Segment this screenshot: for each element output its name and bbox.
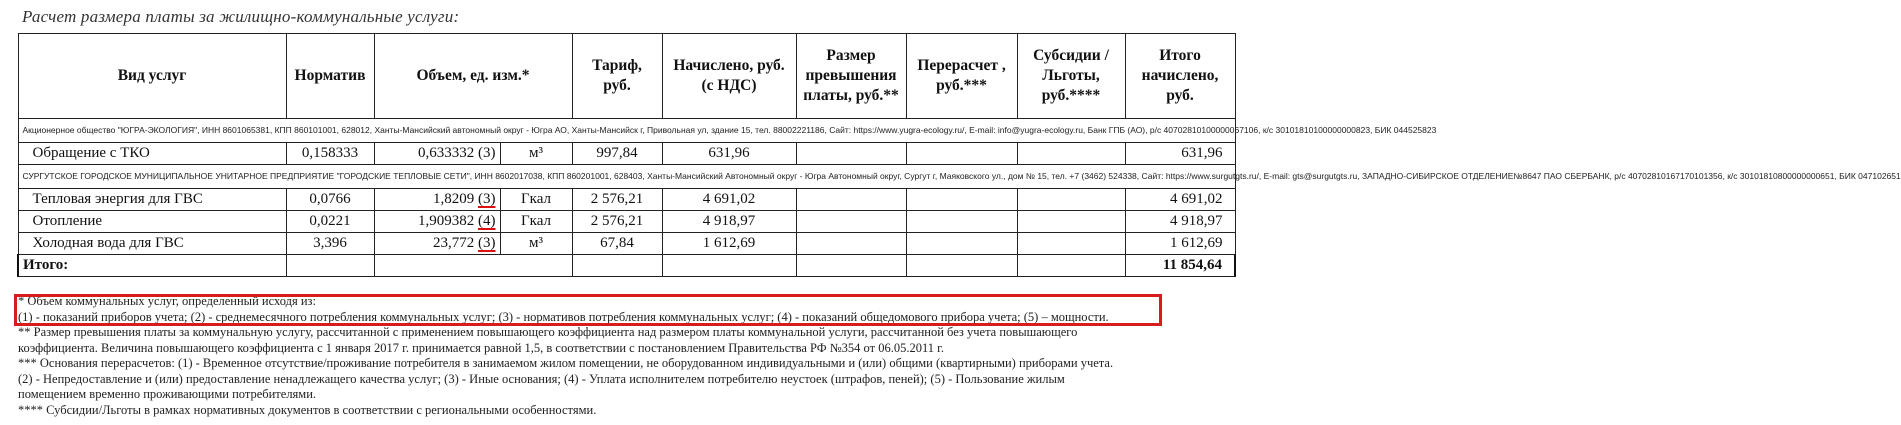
header-total: Итого начислено, руб.: [1125, 34, 1235, 119]
subsidy-value: [1017, 211, 1125, 233]
subsidy-value: [1017, 189, 1125, 211]
header-charged: Начислено, руб. (с НДС): [662, 34, 796, 119]
norm-value: 0,0221: [286, 211, 374, 233]
header-volume: Объем, ед. изм.*: [374, 34, 572, 119]
volume-value: 1,8209: [433, 191, 475, 207]
unit-value: м³: [500, 143, 572, 165]
footnote-recalc-line1: *** Основания перерасчетов: (1) - Временное отсутствие/проживание потребителя в занимаемом жилом помещении, не оборудованном индивидуальными и (или) общими (квартирными) приборами учета.: [18, 356, 1114, 370]
service-name: Обращение с ТКО: [18, 143, 286, 165]
header-row: [18, 34, 1235, 119]
norm-value: 0,0766: [286, 189, 374, 211]
header-excess: Размер превышения платы, руб.**: [796, 34, 906, 119]
subsidy-value: [1017, 143, 1125, 165]
volume-source: (3): [478, 145, 496, 161]
excess-value: [796, 233, 906, 255]
volume-source: (3): [478, 235, 496, 251]
header-tariff: Тариф, руб.: [572, 34, 662, 119]
footnote-excess-line1: ** Размер превышения платы за коммунальную услугу, рассчитанной с применением повышающего коэффициента над размером платы коммунальной услуги, рассчитанной без учета повышающего: [18, 325, 1078, 339]
provider-row: [18, 165, 1235, 189]
footnote-recalc-line2: (2) - Непредоставление и (или) предоставление ненадлежащего качества услуг; (3) - Иные основания; (4) - Уплата исполнителем потребителю неустоек (штрафов, пеней); (5) - Пользование жилым: [18, 371, 1065, 386]
subsidy-value: [1017, 233, 1125, 255]
recalc-value: [906, 189, 1017, 211]
tariff-value: 997,84: [572, 143, 662, 165]
unit-value: Гкал: [500, 211, 572, 233]
tariff-value: 2 576,21: [572, 211, 662, 233]
provider-info-yugra-ecology: Акционерное общество "ЮГРА-ЭКОЛОГИЯ", ИНН 8601065381, КПП 860101001, 628012, Ханты-Мансийский автономный округ - Югра АО, Ханты-Мансийск г, Привольная ул, здание 15, тел. 88002221186, Сайт: https://www.yugra-ecology.ru/, E-mail: info@yugra-ecology.ru, Банк ГПБ (АО), р/с 40702810100000067106, к/с 30101810100000000823, БИК 044525823: [18, 119, 1235, 143]
footnote-subsidy: **** Субсидии/Льготы в рамках нормативных документов в соответствии с региональными особенностями.: [18, 402, 597, 417]
volume-cell: [374, 189, 500, 211]
volume-cell: [374, 211, 500, 233]
unit-value: Гкал: [500, 189, 572, 211]
excess-value: [796, 143, 906, 165]
grand-total-value: 11 854,64: [1125, 255, 1235, 277]
table-row: [18, 143, 1235, 165]
service-name: Отопление: [18, 211, 286, 233]
volume-value: 1,909382: [418, 213, 475, 229]
footnote-volume-sources: (1) - показаний приборов учета; (2) - среднемесячного потребления коммунальных услуг; (3) - нормативов потребления коммунальных услуг; (4) - показаний общедомового прибора учета; (5) – мощности.: [18, 309, 1109, 324]
table-row: [18, 189, 1235, 211]
header-norm: Норматив: [286, 34, 374, 119]
page-title: Расчет размера платы за жилищно-коммунальные услуги:: [22, 7, 460, 26]
total-value: 4 691,02: [1125, 189, 1235, 211]
table-row: [18, 211, 1235, 233]
volume-value: 23,772: [433, 235, 475, 251]
volume-source: (4): [478, 213, 496, 229]
total-value: 4 918,97: [1125, 211, 1235, 233]
total-row: [18, 255, 1235, 277]
tariff-value: 2 576,21: [572, 189, 662, 211]
unit-value: м³: [500, 233, 572, 255]
charged-value: 4 918,97: [662, 211, 796, 233]
volume-value: 0,633332: [418, 145, 475, 161]
volume-source: (3): [478, 191, 496, 207]
highlight-box: [14, 294, 1162, 326]
total-label: Итого:: [18, 255, 286, 277]
norm-value: 3,396: [286, 233, 374, 255]
provider-row: [18, 119, 1235, 143]
charged-value: 1 612,69: [662, 233, 796, 255]
footnote-recalc-line3: помещением временно проживающими потребителями.: [18, 387, 317, 401]
header-subsidy: Субсидии /Льготы, руб.****: [1017, 34, 1125, 119]
volume-cell: [374, 143, 500, 165]
header-recalc: Перерасчет , руб.***: [906, 34, 1017, 119]
table-row: [18, 233, 1235, 255]
norm-value: 0,158333: [286, 143, 374, 165]
tariff-value: 67,84: [572, 233, 662, 255]
charged-value: 4 691,02: [662, 189, 796, 211]
service-name: Тепловая энергия для ГВС: [18, 189, 286, 211]
total-value: 1 612,69: [1125, 233, 1235, 255]
billing-table: [17, 33, 1901, 277]
total-value: 631,96: [1125, 143, 1235, 165]
excess-value: [796, 189, 906, 211]
recalc-value: [906, 211, 1017, 233]
header-service: Вид услуг: [18, 34, 286, 119]
recalc-value: [906, 233, 1017, 255]
footnote-volume-title: * Объем коммунальных услуг, определенный исходя из:: [18, 294, 316, 308]
volume-cell: [374, 233, 500, 255]
excess-value: [796, 211, 906, 233]
provider-info-surgut-gts: СУРГУТСКОЕ ГОРОДСКОЕ МУНИЦИПАЛЬНОЕ УНИТАРНОЕ ПРЕДПРИЯТИЕ "ГОРОДСКИЕ ТЕПЛОВЫЕ СЕТИ", ИНН 8602017038, КПП 860201001, 628403, Ханты-Мансийский Автономный округ - Югра Автономный округ, Сургут г, Маяковского ул., дом № 15, тел. +7 (3462) 524338, Сайт: https://www.surgutgts.ru/, E-mail: gts@surgutgts.ru, ЗАПАДНО-СИБИРСКОЕ ОТДЕЛЕНИЕ№8647 ПАО СБЕРБАНК, р/с 40702810167170101356, к/с 30101810800000000651, БИК 047102651: [18, 165, 1235, 189]
charged-value: 631,96: [662, 143, 796, 165]
recalc-value: [906, 143, 1017, 165]
service-name: Холодная вода для ГВС: [18, 233, 286, 255]
footnote-excess-line2: коэффициента. Величина повышающего коэффициента с 1 января 2017 г. принимается равной 1,5, в соответствии с постановлением Правительства РФ №354 от 06.05.2011 г.: [18, 340, 944, 355]
